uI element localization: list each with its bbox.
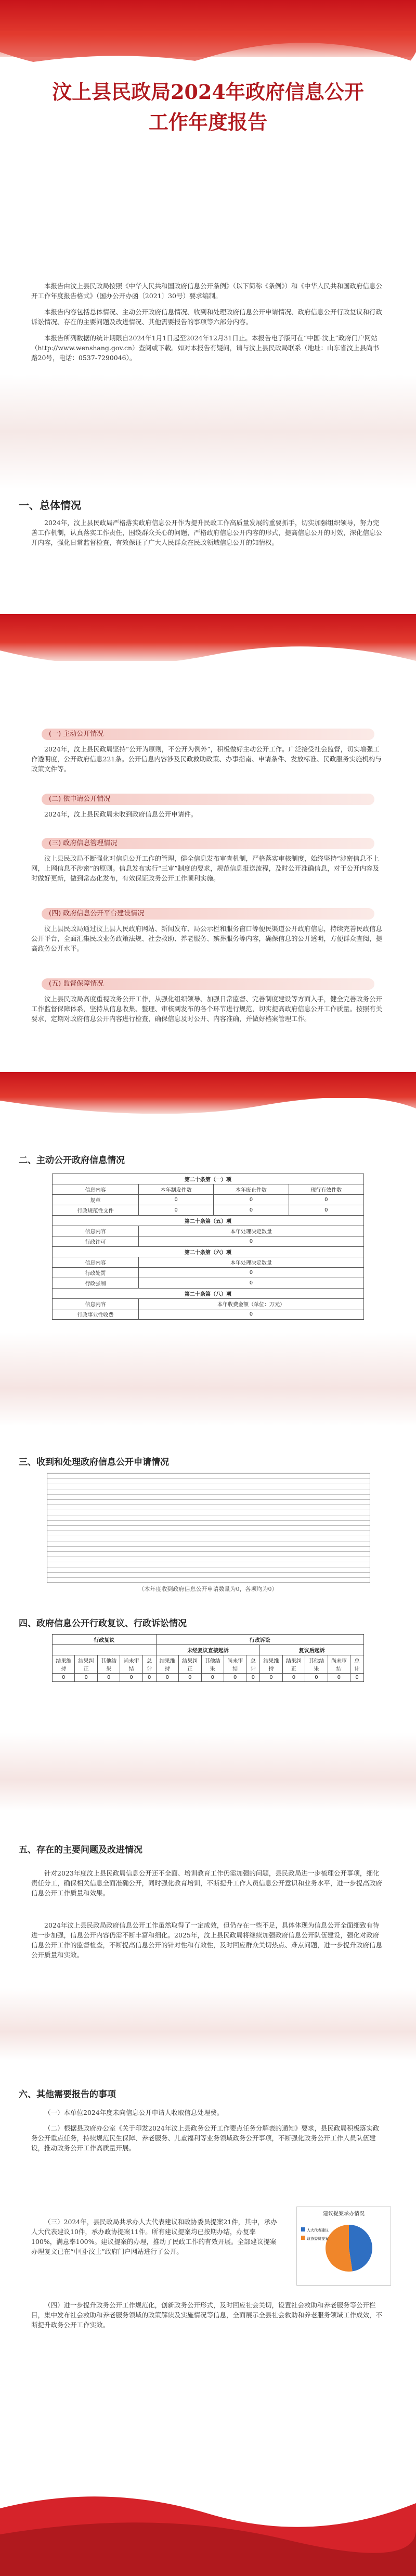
cell: 0 [156,1674,178,1682]
col: 总计 [246,1655,260,1674]
col: 结果维持 [260,1655,282,1674]
col-header: 信息内容 [53,1299,139,1309]
col-header: 本年废止件数 [214,1184,289,1195]
cell: 0 [138,1205,213,1216]
art-20-5: 第二十条第（五）项 [53,1216,364,1226]
pie-chart [297,2217,391,2279]
subheading-1-2: (二) 依申请公开情况 [42,794,374,805]
application-table-note: （本年度收到政府信息公开申请数量为0，各项均为0） [138,1586,278,1592]
cell: 0 [179,1674,201,1682]
mountain-bg-3 [0,1733,416,1811]
cell: 0 [350,1674,364,1682]
cell: 规章 [53,1195,139,1205]
review-litigation-table [52,1634,364,1682]
page-title-line2: 工作年度报告 [148,110,267,134]
art-20-8: 第二十条第（八）项 [53,1289,364,1299]
cell: 0 [138,1195,213,1205]
cell: 0 [289,1205,363,1216]
section-1-3-text: 汶上县民政局不断强化对信息公开工作的管理，健全信息发布审查机制，严格落实审核制度，始终坚持“涉密信息不上网，上网信息不涉密”的原则。信息发布实行“三审”制度的要求，规范信息报送流程，及时公开准确信息，对于公开内容及时做好更新，做到常态化发布，有效保证政务公开工作顺利实施。 [31,855,380,882]
sub-after-review: 复议后起诉 [260,1645,364,1655]
section-1-4-text: 汶上县民政局通过汶上县人民政府网站、新闻发布、局公示栏和服务窗口等便民渠道公开政府信息，持续完善民政信息公开平台，全面汇集民政业务政策法规、社会救助、养老服务、殡葬服务等内容，确保信息的公开透明，方便群众查阅，提高政务公开水平。 [31,925,383,952]
cell: 0 [328,1674,350,1682]
col: 尚未审结 [224,1655,246,1674]
col: 尚未审结 [120,1655,142,1674]
col-header: 信息内容 [53,1226,139,1236]
page-title-line1: 汶上县民政局2024年政府信息公开 [52,80,364,104]
col-header: 信息内容 [53,1184,139,1195]
cell: 0 [53,1674,75,1682]
pie-title: 建议提案承办情况 [323,2211,365,2217]
pie-slice-0 [349,2225,372,2271]
subheading-1-3: (三) 政府信息管理情况 [42,838,374,849]
section-2-heading: 二、主动公开政府信息情况 [19,1155,125,1166]
subheading-1-4: (四) 政府信息公开平台建设情况 [42,908,374,920]
section-6-text-2: （二）根据县政府办公室《关于印发2024年汶上县政务公开工作要点任务分解表的通知》要求，县民政局积极落实政务公开重点任务，持续规范民生保障、养老服务、儿童福利等业务领域政务公开事项，不断强化政务公开工作人员队伍建设，推动政务公开工作高质量开展。 [31,2124,380,2152]
group-litigation: 行政诉讼 [156,1635,363,1645]
subheading-1-5: (五) 监督保障情况 [42,978,374,990]
col: 结果维持 [53,1655,75,1674]
section-5-heading: 五、存在的主要问题及改进情况 [19,1845,142,1855]
col-header: 本年处理决定数量 [138,1257,363,1268]
cell: 0 [138,1236,363,1247]
section-5-text-2: 2024年汶上县民政局政府信息公开工作虽然取得了一定成效，但仍存在一些不足，具体体现为信息公开全面细致有待进一步加强，信息公开内容仍需不断丰富和细化。2025年，汶上县民政局将继续加强政府信息公开队伍建设，强化对政府信息公开工作的监督检查，不断提高信息公开的针对性和有效性，及时回应群众关切热点、难点问题，进一步提升政府信息公开质量和实效。 [31,1921,383,1959]
legend-swatch-1 [301,2236,305,2240]
sub-direct: 未经复议直接起诉 [156,1645,260,1655]
cell: 0 [201,1674,224,1682]
col-header: 现行有效件数 [289,1184,363,1195]
cell: 0 [120,1674,142,1682]
section-6-text-1: （一）本单位2024年度未向信息公开申请人收取信息处理费。 [44,2109,224,2116]
cell: 行政许可 [53,1236,139,1247]
cell: 行政规范性文件 [53,1205,139,1216]
intro-paragraph-3: 本报告所列数据的统计期限自2024年1月1日起至2024年12月31日止。本报告电子版可在“中国·汶上”政府门户网站（http://www.wenshang.gov.cn）查阅或下载。如对本报告有疑问，请与汶上县民政局联系（地址：山东省汶上县尚书路20号，电话：0537-7290046）。 [31,334,380,362]
col: 结果维持 [156,1655,178,1674]
mountain-bg-4 [0,1988,416,2061]
intro-paragraph-2: 本报告内容包括总体情况、主动公开政府信息情况、收到和处理政府信息公开申请情况、政府信息公开行政复议和行政诉讼情况、存在的主要问题及改进情况、其他需要报告的事项等六部分内容。 [31,308,383,326]
group-review: 行政复议 [53,1635,157,1645]
cell: 0 [75,1674,97,1682]
col: 其他结果 [97,1655,120,1674]
col: 结果纠正 [179,1655,201,1674]
application-table [47,1473,370,1583]
section-1-2-text: 2024年，汶上县民政局未收到政府信息公开申请件。 [44,810,198,818]
art-20-1: 第二十条第（一）项 [53,1174,364,1184]
section-1-1-text: 2024年，汶上县民政局坚持“公开为原则，不公开为例外”，积极做好主动公开工作。广泛接受社会监督，切实增强工作透明度，公开政府信息221条。公开信息内容涉及民政救助政策、办事指南、申请条件、发放标准、民政服务实施机构与政策文件等。 [31,745,382,773]
legend-label-0: 人大代表建议 [307,2228,329,2233]
cell: 行政强制 [53,1278,139,1289]
col: 总计 [142,1655,156,1674]
section-4-heading: 四、政府信息公开行政复议、行政诉讼情况 [19,1618,187,1629]
cell: 0 [282,1674,305,1682]
cell: 0 [246,1674,260,1682]
cell: 0 [260,1674,282,1682]
section-1-5-text: 汶上县民政局高度重视政务公开工作，从强化组织领导、加强日常监督、完善制度建设等方面入手，健全完善政务公开工作监督保障体系，坚持从信息收集、整理、审核到发布的各个环节进行规范，切实提高政府信息公开工作质量。按照有关要求，定期对政府信息公开内容进行检查，确保信息及时公开、内容准确，并做好档案管理工作。 [31,995,383,1023]
cell: 0 [224,1674,246,1682]
cell: 0 [97,1674,120,1682]
col-header: 本年收费金额（单位：万元） [138,1299,363,1309]
cell: 行政事业性收费 [53,1309,139,1320]
section-6-text-3: （三）2024年，县民政局共承办人大代表建议和政协委员提案21件，其中，承办人大代表建议10件，承办政协提案11件。所有建议提案均已按期办结，办复率100%，满意率100%。建议提案的办理，推动了民政工作的有效开展。全部建议提案办理复文已在“中国·汶上”政府门户网站进行了公开。 [31,2218,277,2255]
art-20-6: 第二十条第（六）项 [53,1247,364,1257]
cell: 0 [289,1195,363,1205]
pie-chart-card [296,2207,391,2286]
cell: 0 [214,1195,289,1205]
intro-paragraph-1: 本报告由汶上县民政局按照《中华人民共和国政府信息公开条例》（以下简称《条例》）和《中华人民共和国政府信息公开工作年度报告格式》（国办公开办函〔2021〕30号）要求编制。 [31,282,383,300]
col: 尚未审结 [328,1655,350,1674]
pie-slice-1 [326,2225,353,2272]
legend-swatch-0 [301,2227,305,2231]
subheading-1-1: (一) 主动公开情况 [42,729,374,740]
section-6-text-4: （四）进一步提升政务公开工作规范化，创新政务公开形式，及时回应社会关切，设置社会救助和养老服务等公开栏目，集中发布社会救助和养老服务领域的政策解读及实施情况等信息，全面展示全县社会救助和养老服务领域工作成效，不断提升政务公开工作实效。 [31,2301,383,2329]
col: 结果纠正 [282,1655,305,1674]
active-disclosure-table [52,1174,364,1320]
cell: 0 [138,1278,363,1289]
cell: 0 [214,1205,289,1216]
col-header: 本年制发件数 [138,1184,213,1195]
section-6-heading: 六、其他需要报告的事项 [19,2089,116,2100]
cell: 行政处罚 [53,1268,139,1278]
section-5-text-1: 针对2023年度汶上县民政局信息公开还不全面、培训教育工作仍需加强的问题，县民政局进一步梳理公开事项，细化责任分工，确保相关信息全面准确公开，同时强化教育培训，不断提升工作人员信息公开意识和业务水平，进一步提高政府信息公开工作质量和效果。 [31,1869,383,1897]
cell: 0 [142,1674,156,1682]
col: 总计 [350,1655,364,1674]
col: 其他结果 [305,1655,328,1674]
red-wave-2 [0,1098,416,1124]
section-1-text: 2024年，汶上县民政局严格落实政府信息公开作为提升民政工作高质量发展的重要抓手，切实加强组织领导，努力完善工作机制，认真落实工作责任，围绕群众关心的问题，严格政府信息公开内容的形式，提高信息公开的时效，深化信息公开内容，强化日常监督检查，有效保证了广大人民群众在民政领域信息公开的知情权。 [31,519,383,546]
col: 结果纠正 [75,1655,97,1674]
cell: 0 [138,1309,363,1320]
section-1-heading: 一、总体情况 [19,499,81,512]
cell: 0 [305,1674,328,1682]
col-header: 信息内容 [53,1257,139,1268]
col: 其他结果 [201,1655,224,1674]
mountain-bg-2 [0,1332,416,1426]
legend-label-1: 政协委员提案 [307,2237,329,2241]
mountain-bg [0,375,416,489]
footer-wave [0,2477,416,2576]
section-3-heading: 三、收到和处理政府信息公开申请情况 [19,1457,169,1468]
cell: 0 [138,1268,363,1278]
red-wave-1 [0,645,416,677]
col-header: 本年处理决定数量 [138,1226,363,1236]
